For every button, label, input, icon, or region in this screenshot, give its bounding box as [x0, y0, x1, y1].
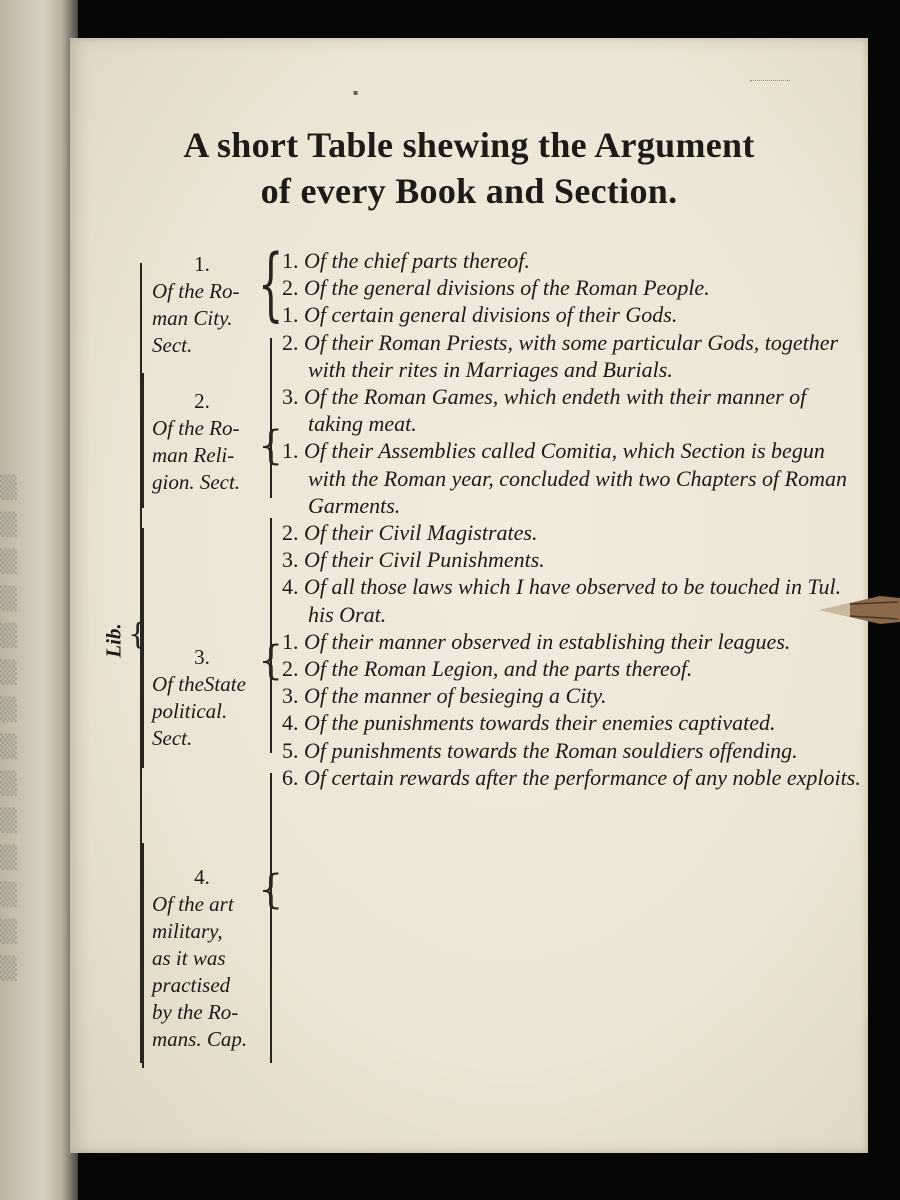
section-1-label-line-2: man City. — [152, 306, 233, 330]
section-3-left-rule — [142, 528, 144, 768]
section-4-label-line-5: by the Ro- — [152, 1000, 239, 1024]
entry-s4-3: 3. Of the manner of besieging a City. — [282, 683, 607, 709]
entry-s4-4: 4. Of the punishments towards their enemies captivated. — [282, 710, 776, 736]
section-3-number: 3. — [194, 645, 210, 669]
book-page — [70, 38, 868, 1153]
entry-s4-6: 6. Of certain rewards after the performance of any noble exploits. — [282, 764, 861, 790]
section-4-label-line-6: mans. Cap. — [152, 1027, 248, 1051]
entry-s4-5: 5. Of punishments towards the Roman souldiers offending. — [282, 737, 798, 763]
section-1-label-line-3: Sect. — [152, 333, 193, 357]
facing-page-edge — [0, 0, 78, 1200]
section-3-label-line-2: political. — [152, 699, 228, 723]
section-3-label — [152, 644, 252, 752]
entry-s4-2: 2. Of the Roman Legion, and the parts thereof. — [282, 656, 693, 682]
entry-s2-3: 3. Of the Roman Games, which endeth with their manner of taking meat. — [282, 384, 807, 437]
table-entries — [282, 247, 862, 791]
pointer-tool-icon — [820, 592, 900, 628]
entry-s3-2: 2. Of their Civil Magistrates. — [282, 520, 538, 546]
entry-s4-1: 1. Of their manner observed in establishing their leagues. — [282, 628, 791, 654]
section-3-right-rule — [270, 518, 272, 753]
section-2-label — [152, 388, 252, 496]
section-3-label-line-1: Of theState — [152, 672, 246, 696]
section-2-label-line-3: gion. Sect. — [152, 470, 241, 494]
section-2-brace-icon: { — [258, 423, 284, 469]
page-title-line-2: of every Book and Section. — [260, 171, 678, 211]
entry-s1-1: 1. Of the chief parts thereof. — [282, 248, 530, 273]
section-4-label-line-1: Of the art — [152, 892, 234, 916]
section-4-brace-icon: { — [258, 867, 284, 913]
lib-label: Lib. — [101, 623, 126, 658]
section-1-brace-icon: { — [258, 239, 284, 331]
outer-brace-icon: { — [128, 617, 148, 652]
section-4-left-rule — [142, 843, 144, 1068]
entry-s3-4: 4. Of all those laws which I have observed to be touched in Tul. his Orat. — [282, 574, 842, 627]
section-2-number: 2. — [194, 389, 210, 413]
section-3-label-line-3: Sect. — [152, 726, 193, 750]
section-4-right-rule — [270, 773, 272, 1063]
section-1-label — [152, 251, 252, 359]
section-3-brace-icon: { — [258, 638, 284, 684]
page-title-line-1: A short Table shewing the Argument — [183, 125, 755, 165]
section-4-number: 4. — [194, 865, 210, 889]
facing-page-bleedthrough: ▒ ▒ ▒ ▒ ▒ ▒ ▒ ▒ ▒ ▒ ▒ ▒ ▒ ▒ — [0, 476, 17, 982]
entry-s2-2: 2. Of their Roman Priests, with some particular Gods, together with their rites in Marriages and Burials. — [282, 329, 839, 382]
section-2-label-line-1: Of the Ro- — [152, 416, 240, 440]
entry-s3-3: 3. Of their Civil Punishments. — [282, 547, 545, 573]
section-2-label-line-2: man Reli- — [152, 443, 235, 467]
entry-s1-2: 2. Of the general divisions of the Roman People. — [282, 275, 710, 301]
section-4-label — [152, 864, 252, 1053]
entry-s3-1: 1. Of their Assemblies called Comitia, which Section is begun with the Roman year, concluded with two Chapters of Roman Garments. — [282, 438, 847, 518]
section-1-number: 1. — [194, 252, 210, 276]
section-2-right-rule — [270, 338, 272, 498]
section-4-label-line-2: military, — [152, 919, 223, 943]
page-speck: ▪ — [353, 88, 359, 97]
section-4-label-line-3: as it was — [152, 946, 226, 970]
pencil-mark — [750, 80, 790, 89]
section-2-left-rule — [142, 373, 144, 508]
entry-s2-1: 1. Of certain general divisions of their Gods. — [282, 302, 678, 328]
section-4-label-line-4: practised — [152, 973, 231, 997]
section-1-label-line-1: Of the Ro- — [152, 279, 240, 303]
